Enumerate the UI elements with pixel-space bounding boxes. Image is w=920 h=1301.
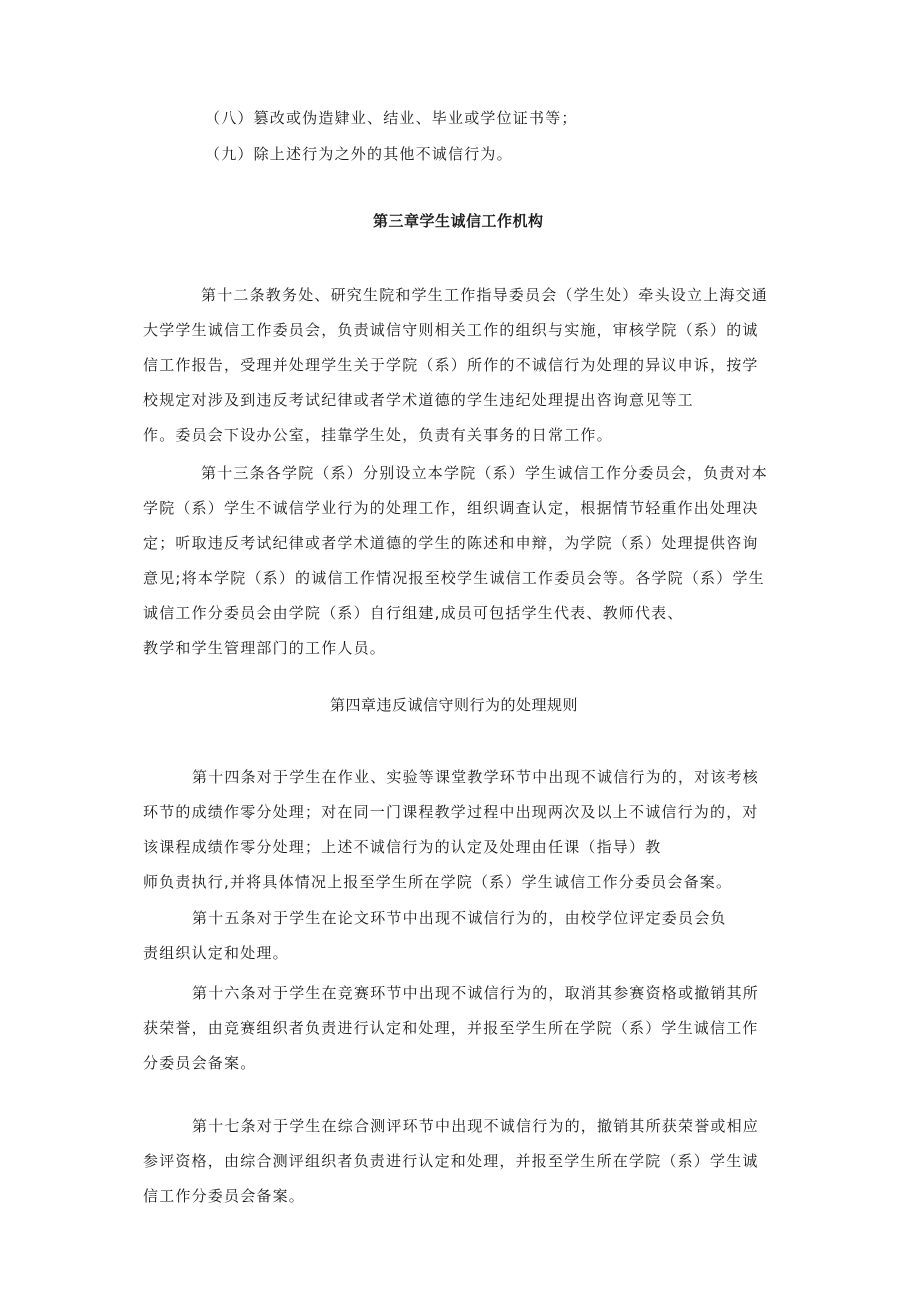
article-12-line-4: 校规定对涉及到违反考试纪律或者学术道德的学生违纪处理提出咨询意见等工 (143, 391, 694, 409)
list-item-9: （九）除上述行为之外的其他不诚信行为。 (205, 145, 513, 163)
chapter-4-title: 第四章违反诚信守则行为的处理规则 (330, 696, 579, 714)
article-13-line-5: 诚信工作分委员会由学院（系）自行组建,成员可包括学生代表、教师代表、 (143, 604, 684, 622)
article-15-line-2: 责组织认定和处理。 (143, 944, 289, 962)
article-13-line-2: 学院（系）学生不诚信学业行为的处理工作，组织调查认定，根据情节轻重作出处理决 (143, 499, 759, 517)
article-14-line-1: 第十四条对于学生在作业、实验等课堂教学环节中出现不诚信行为的，对该考核 (192, 768, 760, 786)
list-item-8: （八）篡改或伪造肄业、结业、毕业或学位证书等； (205, 109, 578, 127)
article-12-line-1: 第十二条教务处、研究生院和学生工作指导委员会（学生处）牵头设立上海交通 (201, 286, 769, 304)
article-17-line-3: 信工作分委员会备案。 (143, 1187, 306, 1205)
article-14-line-4: 师负责执行,并将具体情况上报至学生所在学院（系）学生诚信工作分委员会备案。 (143, 873, 733, 891)
chapter-3-title: 第三章学生诚信工作机构 (373, 212, 544, 230)
article-17-line-1: 第十七条对于学生在综合测评环节中出现不诚信行为的，撤销其所获荣誉或相应 (192, 1117, 760, 1135)
article-12-line-3: 信工作报告，受理并处理学生关于学院（系）所作的不诚信行为处理的异议申诉，按学 (143, 356, 759, 374)
article-14-line-3: 该课程成绩作零分处理；上述不诚信行为的认定及处理由任课（指导）教 (143, 838, 662, 856)
article-15-line-1: 第十五条对于学生在论文环节中出现不诚信行为的，由校学位评定委员会负 (192, 909, 727, 927)
article-17-line-2: 参评资格，由综合测评组织者负责进行认定和处理，并报至学生所在学院（系）学生诚 (143, 1152, 759, 1170)
article-13-line-6: 教学和学生管理部门的工作人员。 (143, 639, 387, 657)
article-13-line-4: 意见;将本学院（系）的诚信工作情况报至校学生诚信工作委员会等。各学院（系）学生 (143, 569, 765, 587)
article-13-line-1: 第十三条各学院（系）分别设立本学院（系）学生诚信工作分委员会，负责对本 (201, 464, 769, 482)
article-16-line-3: 分委员会备案。 (143, 1054, 257, 1072)
article-16-line-2: 获荣誉，由竞赛组织者负责进行认定和处理，并报至学生所在学院（系）学生诚信工作 (143, 1019, 759, 1037)
article-16-line-1: 第十六条对于学生在竞赛环节中出现不诚信行为的，取消其参赛资格或撤销其所 (192, 984, 760, 1002)
article-12-line-5: 作。委员会下设办公室，挂靠学生处，负责有关事务的日常工作。 (143, 426, 613, 444)
article-13-line-3: 定；听取违反考试纪律或者学术道德的学生的陈述和申辩，为学院（系）处理提供咨询 (143, 534, 759, 552)
article-12-line-2: 大学学生诚信工作委员会，负责诚信守则相关工作的组织与实施，审核学院（系）的诚 (143, 321, 759, 339)
article-14-line-2: 环节的成绩作零分处理；对在同一门课程教学过程中出现两次及以上不诚信行为的，对 (143, 803, 759, 821)
